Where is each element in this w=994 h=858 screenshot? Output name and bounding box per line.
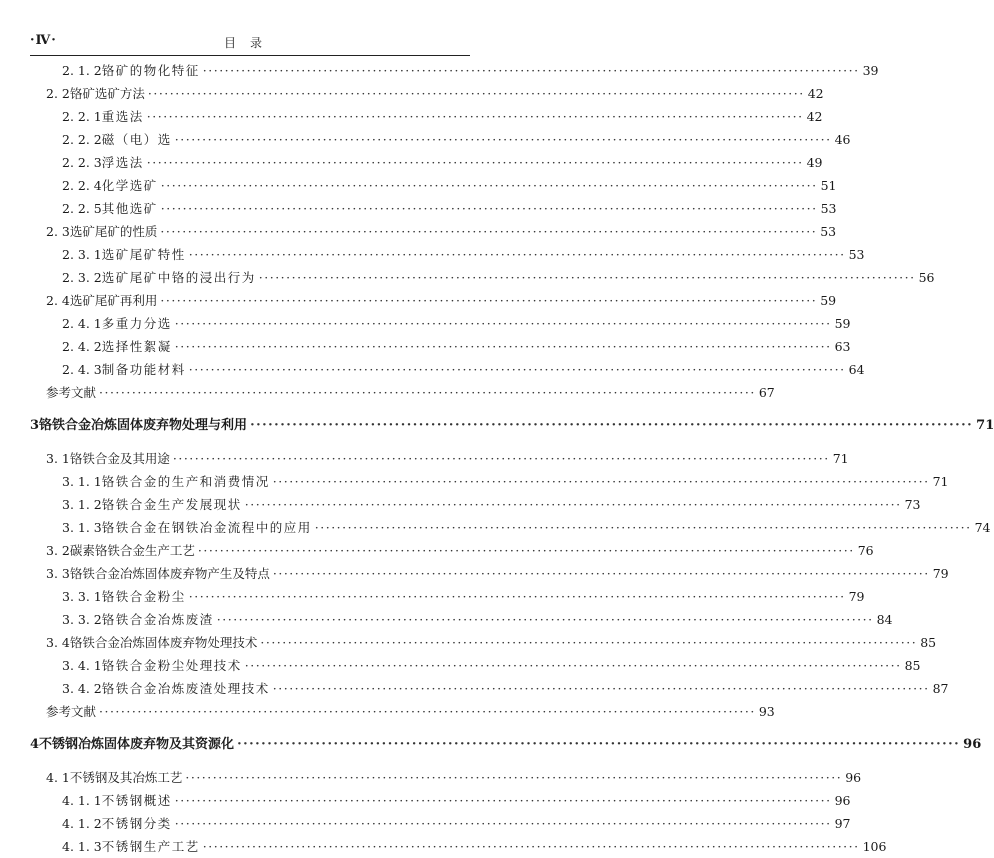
toc-entry: [62, 471, 949, 493]
toc-entry-number: 2. 2. 5: [62, 201, 102, 216]
toc-entry-page: 96: [963, 737, 982, 752]
toc-entry-page: 73: [904, 497, 921, 512]
toc-entry-page: 87: [932, 681, 949, 696]
dot-leader: ························································································································: [188, 247, 846, 262]
page-number-label: ·Ⅳ·: [30, 33, 57, 48]
toc-entry-number: 4. 1. 1: [62, 793, 102, 808]
toc-entry-number: 3. 4. 1: [62, 658, 102, 673]
toc-entry-title: 铬矿选矿方法: [69, 86, 145, 101]
toc-entry-page: 63: [834, 339, 851, 354]
toc-entry-page: 79: [848, 589, 865, 604]
dot-leader: ························································································································: [172, 451, 830, 466]
toc-entry-page: 97: [834, 816, 851, 831]
toc-entry-title: 选择性絮凝: [101, 339, 172, 354]
toc-entry-title: 不锈钢分类: [101, 816, 172, 831]
toc-entry: [62, 790, 851, 812]
toc-entry-title: 铬铁合金冶炼固体废弃物处理与利用: [39, 418, 248, 433]
toc-entry-page: 71: [832, 451, 849, 466]
toc-entry: [46, 632, 937, 654]
page-title: 目录: [223, 36, 276, 50]
toc-entry-number: 2. 4: [46, 293, 70, 308]
dot-leader: ························································································································: [272, 474, 930, 489]
toc-entry-title: 碳素铬铁合金生产工艺: [69, 543, 195, 558]
toc-entry-title: 铬铁合金粉尘处理技术: [101, 658, 242, 673]
dot-leader: ························································································································: [174, 816, 832, 831]
toc-entry: [62, 609, 893, 631]
toc-entry-title: 制备功能材料: [101, 362, 186, 377]
toc-entry: [46, 448, 849, 470]
toc-entry-title: 重选法: [101, 109, 144, 124]
toc-entry: [62, 494, 921, 516]
toc-entry-title: 多重力分选: [101, 316, 172, 331]
toc-entry-number: 3. 4. 2: [62, 681, 102, 696]
toc-entry-number: 4. 1. 2: [62, 816, 102, 831]
toc-entry-number: 2. 2. 3: [62, 155, 102, 170]
dot-leader: ························································································································: [272, 681, 930, 696]
toc-entry-page: 56: [918, 270, 935, 285]
toc-entry-page: 67: [758, 385, 775, 400]
toc-entry-number: 2. 3. 2: [62, 270, 102, 285]
toc-entry-title: 不锈钢概述: [101, 793, 172, 808]
toc-entry: [62, 517, 991, 539]
toc-entry: [46, 83, 824, 105]
toc-entry-page: 53: [820, 224, 837, 239]
toc-entry-title: 不锈钢及其冶炼工艺: [69, 770, 183, 785]
toc-entry: [62, 336, 851, 358]
toc-entry-title: 选矿尾矿的性质: [69, 224, 158, 239]
toc-entry: [62, 152, 823, 174]
dot-leader: ························································································································: [174, 793, 832, 808]
toc-entry-page: 53: [820, 201, 837, 216]
dot-leader: ························································································································: [99, 385, 756, 400]
toc-entry-number: 3. 1. 1: [62, 474, 102, 489]
dot-leader: ························································································································: [216, 612, 874, 627]
toc-chapter: [30, 415, 994, 437]
toc-entry: [62, 198, 837, 220]
toc-entry-number: 2. 3. 1: [62, 247, 102, 262]
dot-leader: ························································································································: [174, 339, 832, 354]
toc-entry-title: 选矿尾矿中铬的浸出行为: [101, 270, 256, 285]
dot-leader: ························································································································: [160, 224, 818, 239]
toc-entry-title: 铬铁合金的生产和消费情况: [101, 474, 270, 489]
toc-entry-number: 2. 1. 2: [62, 63, 102, 78]
dot-leader: ························································································································: [174, 132, 832, 147]
toc-entry: [62, 359, 865, 381]
header-rule: [30, 55, 470, 56]
toc-entry-title: 铬铁合金冶炼废渣: [101, 612, 214, 627]
toc-entry-number: 2. 2. 1: [62, 109, 102, 124]
toc-entry-page: 42: [806, 109, 823, 124]
toc-entry-number: 3. 1. 3: [62, 520, 102, 535]
toc-entry-page: 71: [932, 474, 949, 489]
toc-entry-title: 铬铁合金冶炼固体废弃物处理技术: [69, 635, 258, 650]
toc-entry: [46, 540, 874, 562]
toc-entry: [46, 221, 837, 243]
toc-entry: [62, 106, 823, 128]
toc-entry-page: 106: [862, 839, 887, 854]
toc-entry: [62, 175, 837, 197]
toc-entry: [46, 382, 775, 404]
toc-entry: [62, 244, 865, 266]
toc-entry-page: 93: [758, 704, 775, 719]
dot-leader: ························································································································: [250, 418, 974, 433]
toc-entry-page: 96: [845, 770, 862, 785]
toc-entry-number: 3. 1. 2: [62, 497, 102, 512]
toc-entry: [46, 290, 837, 312]
toc-entry-number: 3. 1: [46, 451, 70, 466]
toc-entry-title: 化学选矿: [101, 178, 158, 193]
dot-leader: ························································································································: [188, 362, 846, 377]
toc-entry-number: 2. 4. 2: [62, 339, 102, 354]
toc-entry-page: 51: [820, 178, 837, 193]
dot-leader: ························································································································: [160, 201, 818, 216]
page-header: [30, 0, 470, 58]
toc-entry-number: 3. 3. 1: [62, 589, 102, 604]
toc-entry-number: 2. 2: [46, 86, 70, 101]
toc-entry-number: 2. 4. 1: [62, 316, 102, 331]
dot-leader: ························································································································: [260, 635, 918, 650]
dot-leader: ························································································································: [272, 566, 930, 581]
toc-entry-title: 铬矿的物化特征: [101, 63, 200, 78]
toc-entry-number: 3. 2: [46, 543, 70, 558]
toc-entry-page: 96: [834, 793, 851, 808]
toc-entry: [62, 129, 851, 151]
toc-entry-title: 铬铁合金冶炼固体废弃物产生及特点: [69, 566, 270, 581]
toc-entry-title: 不锈钢生产工艺: [101, 839, 200, 854]
dot-leader: ························································································································: [160, 178, 818, 193]
toc-entry-page: 53: [848, 247, 865, 262]
dot-leader: ························································································································: [237, 737, 961, 752]
toc-entry-title: 参考文献: [46, 385, 97, 400]
toc-entry: [62, 836, 887, 858]
dot-leader: ························································································································: [99, 704, 756, 719]
toc-entry-page: 85: [920, 635, 937, 650]
dot-leader: ························································································································: [314, 520, 972, 535]
toc-entry-title: 磁（电）选: [101, 132, 172, 147]
toc-entry-title: 其他选矿: [101, 201, 158, 216]
dot-leader: ························································································································: [202, 839, 860, 854]
toc-entry-number: 2. 2. 4: [62, 178, 102, 193]
toc-entry: [62, 586, 865, 608]
toc-entry: [62, 655, 921, 677]
toc-entry-title: 参考文献: [46, 704, 97, 719]
toc-entry-number: 3: [30, 418, 40, 433]
dot-leader: ························································································································: [258, 270, 916, 285]
toc-entry-page: 49: [806, 155, 823, 170]
toc-entry-number: 2. 3: [46, 224, 70, 239]
toc-entry-page: 74: [974, 520, 991, 535]
dot-leader: ························································································································: [197, 543, 855, 558]
toc-entry-number: 2. 2. 2: [62, 132, 102, 147]
toc-entry-page: 42: [807, 86, 824, 101]
toc-entry-title: 铬铁合金冶炼废渣处理技术: [101, 681, 270, 696]
toc-entry-page: 76: [857, 543, 874, 558]
toc-entry-number: 2. 4. 3: [62, 362, 102, 377]
toc-entry-title: 铬铁合金及其用途: [69, 451, 170, 466]
toc-entry: [62, 267, 935, 289]
toc-entry: [62, 813, 851, 835]
toc-entry-number: 3. 3: [46, 566, 70, 581]
dot-leader: ························································································································: [174, 316, 832, 331]
toc-entry: [62, 313, 851, 335]
toc-entry-number: 4. 1. 3: [62, 839, 102, 854]
toc-entry-title: 铬铁合金在钢铁冶金流程中的应用: [101, 520, 312, 535]
dot-leader: ························································································································: [160, 293, 818, 308]
toc-entry-number: 4: [30, 737, 40, 752]
toc-entry-title: 铬铁合金粉尘: [101, 589, 186, 604]
toc-entry-title: 选矿尾矿再利用: [69, 293, 158, 308]
toc-entry-page: 46: [834, 132, 851, 147]
toc-entry-title: 不锈钢冶炼固体废弃物及其资源化: [39, 737, 235, 752]
dot-leader: ························································································································: [202, 63, 860, 78]
toc-entry: [46, 701, 775, 723]
toc-entry-page: 71: [976, 418, 994, 433]
toc-entry-page: 84: [876, 612, 893, 627]
toc-entry-title: 选矿尾矿特性: [101, 247, 186, 262]
toc-entry: [62, 60, 879, 82]
toc-entry-title: 浮选法: [101, 155, 144, 170]
toc-entry: [62, 678, 949, 700]
dot-leader: ························································································································: [185, 770, 843, 785]
toc-entry-number: 3. 3. 2: [62, 612, 102, 627]
toc-entry-page: 59: [834, 316, 851, 331]
dot-leader: ························································································································: [146, 109, 804, 124]
toc-entry-number: 3. 4: [46, 635, 70, 650]
toc-entry-number: 4. 1: [46, 770, 70, 785]
toc-entry-page: 39: [862, 63, 879, 78]
toc-entry-page: 64: [848, 362, 865, 377]
toc-entry-page: 85: [904, 658, 921, 673]
toc-entry: [46, 563, 949, 585]
toc-chapter: [30, 734, 982, 756]
dot-leader: ························································································································: [147, 86, 805, 101]
toc-entry: [46, 767, 862, 789]
toc-entry-page: 59: [820, 293, 837, 308]
dot-leader: ························································································································: [244, 658, 902, 673]
toc-entry-title: 铬铁合金生产发展现状: [101, 497, 242, 512]
toc-entry-page: 79: [932, 566, 949, 581]
dot-leader: ························································································································: [146, 155, 804, 170]
dot-leader: ························································································································: [188, 589, 846, 604]
dot-leader: ························································································································: [244, 497, 902, 512]
